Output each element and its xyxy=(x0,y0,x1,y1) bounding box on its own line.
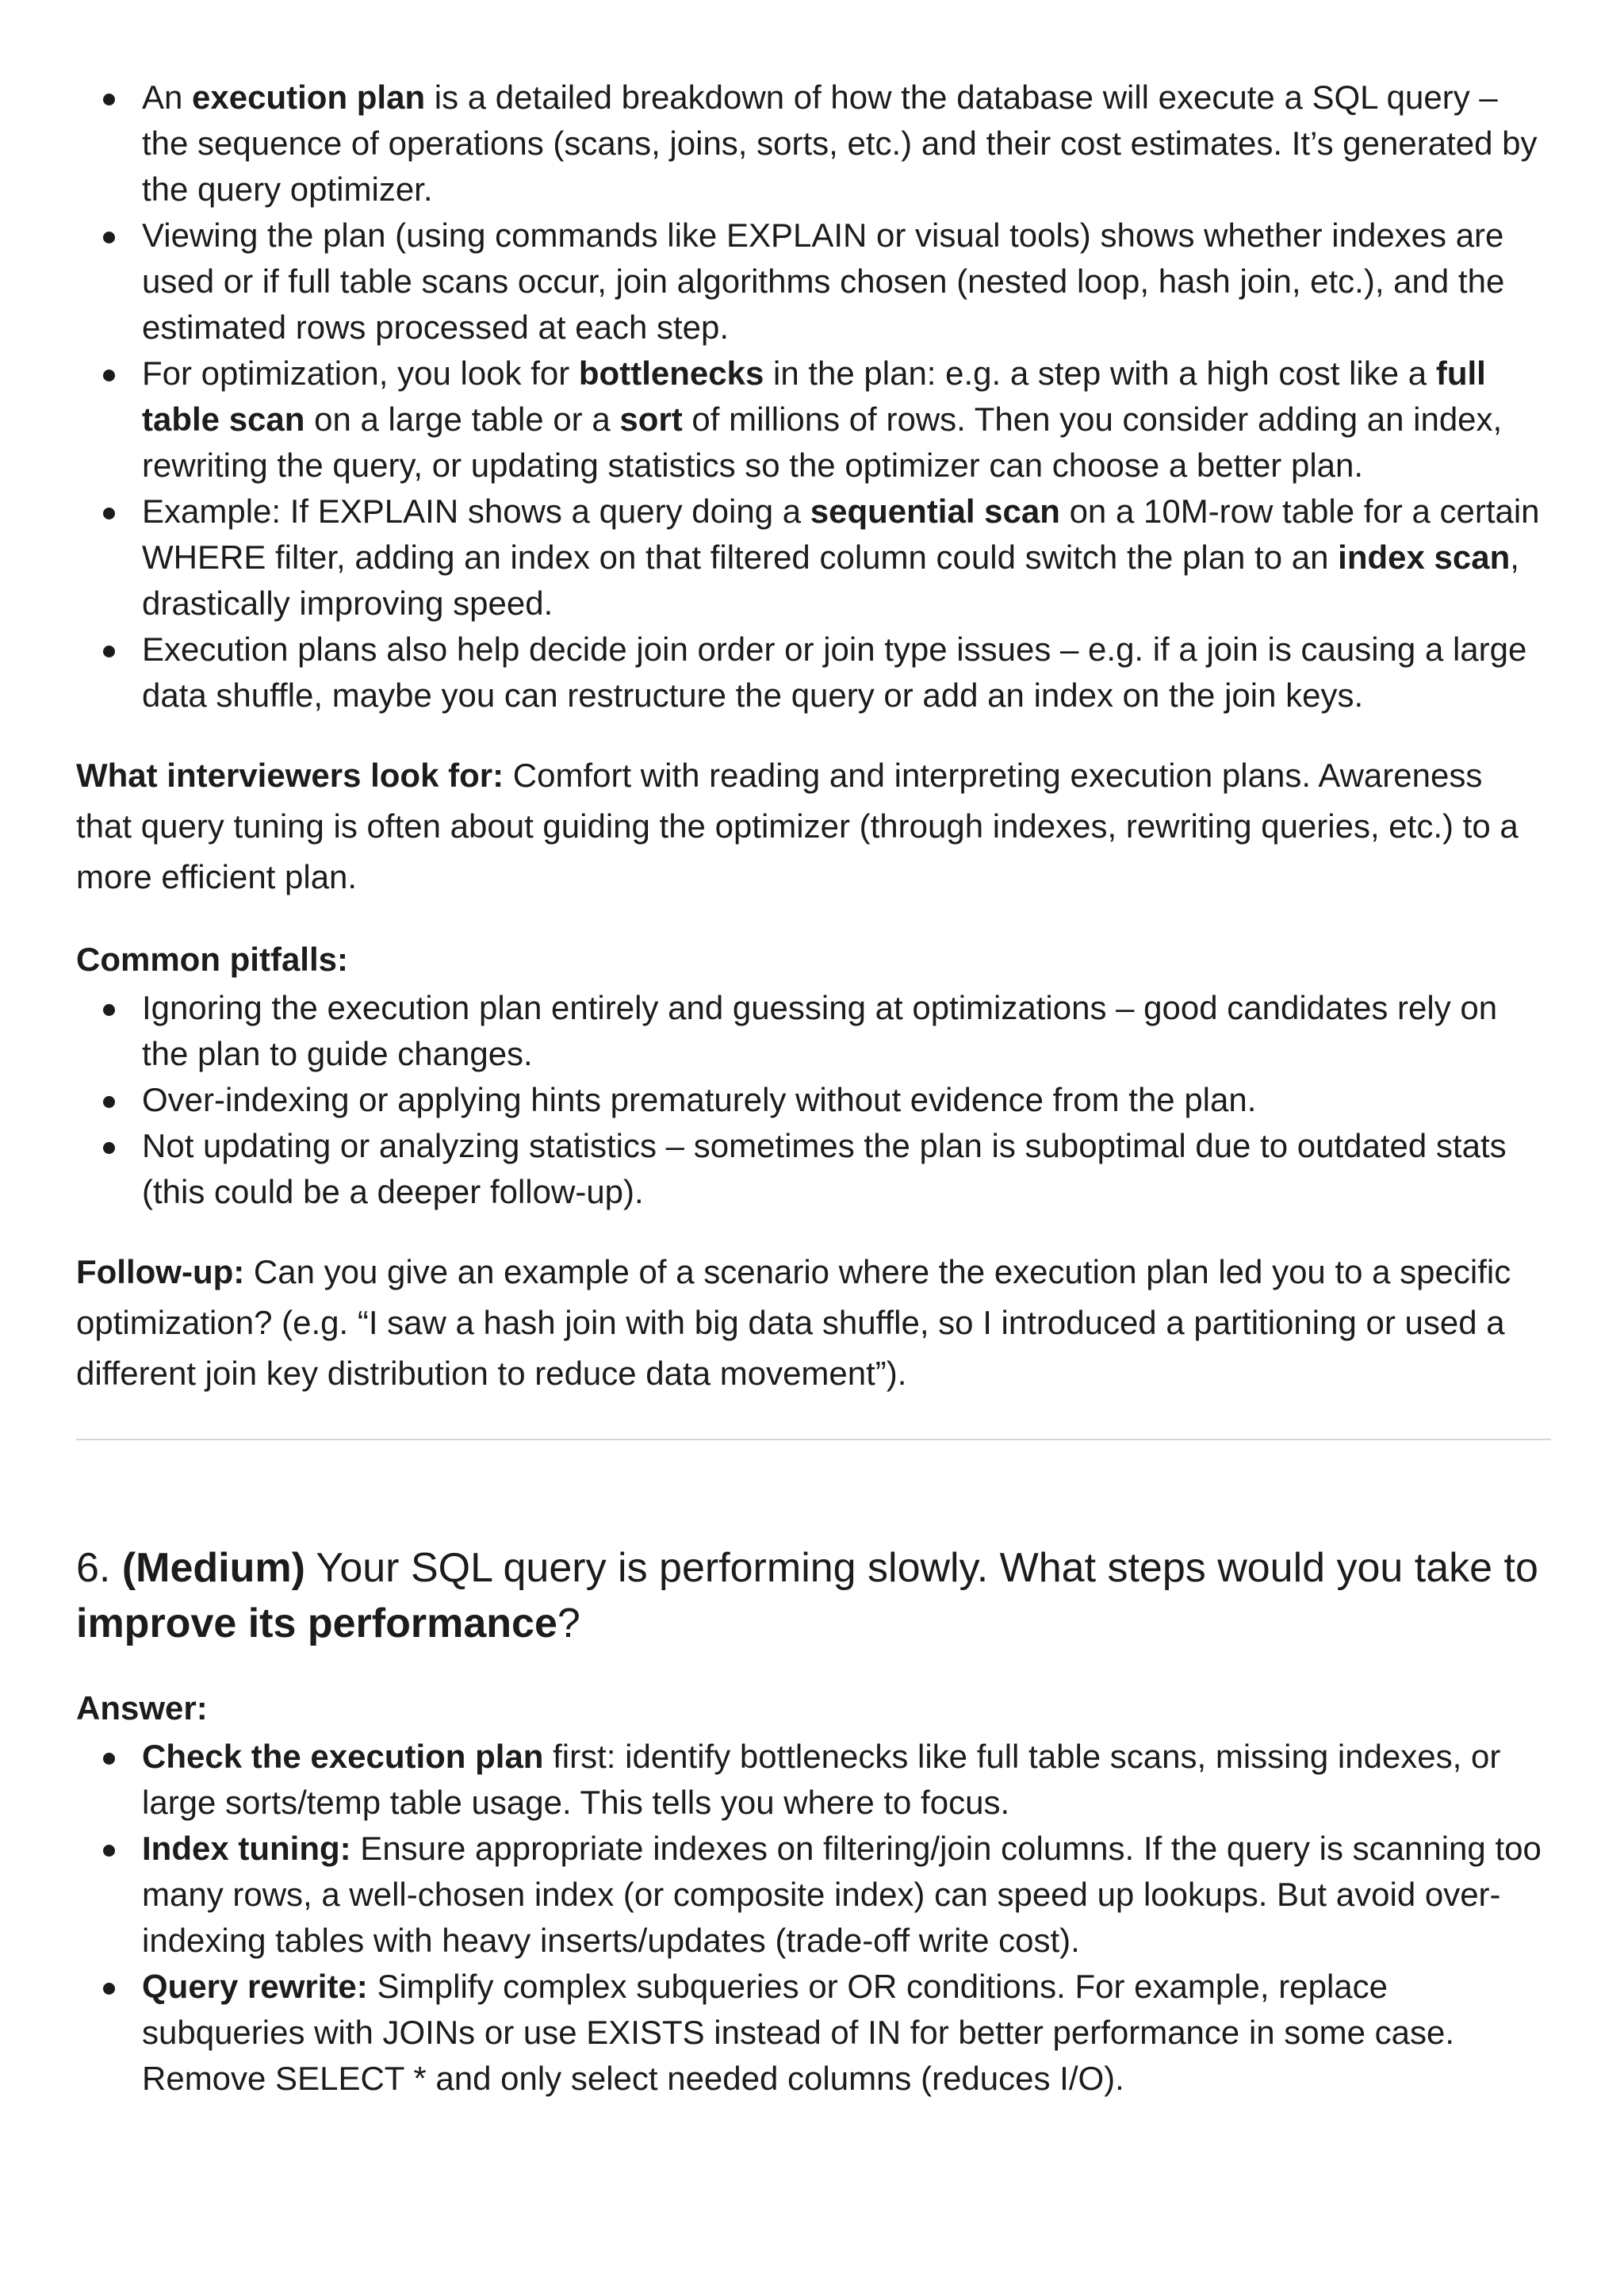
question-difficulty: (Medium) xyxy=(121,1545,305,1591)
list-item xyxy=(76,213,1545,351)
bold-term: Check the execution plan xyxy=(142,1738,544,1775)
list-item xyxy=(76,627,1545,719)
question-text: Your SQL query is performing slowly. What steps would you take to xyxy=(304,1545,1538,1591)
bold-term: Index tuning: xyxy=(142,1830,351,1867)
answer-label: Answer: xyxy=(76,1689,208,1727)
list-item: Not updating or analyzing statistics – sometimes the plan is suboptimal due to outdated stats (this could be a deeper follow-up). xyxy=(76,1123,1545,1215)
bullet-text: in the plan: e.g. a step with a high cost like a xyxy=(764,355,1436,392)
followup-text: Can you give an example of a scenario where the execution plan led you to a specific optimization? (e.g. “I saw a hash join with big data shuffle, so I introduced a partitioning or used a different join key distribution to reduce data movement”). xyxy=(76,1253,1511,1392)
bold-term: bottlenecks xyxy=(578,355,764,392)
section-divider xyxy=(76,1439,1551,1440)
list-item xyxy=(76,489,1545,627)
bold-term: sort xyxy=(619,401,683,438)
question-end: ? xyxy=(557,1600,580,1646)
list-item xyxy=(76,351,1545,489)
followup-label: Follow-up: xyxy=(76,1253,245,1290)
bold-term: index scan xyxy=(1338,539,1511,576)
bullet-text: of millions of rows. Then you consider adding an index, rewriting the query, or updating statistics so the optimizer can choose a better plan. xyxy=(142,401,1503,484)
bold-term: sequential scan xyxy=(810,493,1060,530)
bullet-text: Simplify complex subqueries or OR conditions. For example, replace subqueries with JOINs or use EXISTS instead of IN for better performance in some case. Remove SELECT * and only select needed columns (reduces I/O). xyxy=(142,1968,1455,2097)
list-item: Ignoring the execution plan entirely and guessing at optimizations – good candidates rely on the plan to guide changes. xyxy=(76,985,1545,1077)
bullet-text: first: identify bottlenecks like full table scans, missing indexes, or large sorts/temp table usage. This tells you where to focus. xyxy=(142,1738,1501,1821)
bullet-text: Ensure appropriate indexes on filtering/join columns. If the query is scanning too many rows, a well-chosen index (or composite index) can speed up lookups. But avoid over-indexing tables with heavy inserts/updates (trade-off write cost). xyxy=(142,1830,1542,1959)
bold-term: full table scan xyxy=(142,355,1486,438)
bullet-text: on a 10M-row table for a certain WHERE filter, adding an index on that filtered column could switch the plan to an xyxy=(142,493,1540,576)
question-number: 6. xyxy=(76,1545,122,1591)
bullet-text: For optimization, you look for xyxy=(142,355,579,392)
question-heading xyxy=(76,1540,1545,1651)
list-item xyxy=(76,1826,1545,1964)
bullet-text: Execution plans also help decide join order or join type issues – e.g. if a join is causing a large data shuffle, maybe you can restructure the query or add an index on the join keys. xyxy=(142,631,1527,714)
interviewers-text: Comfort with reading and interpreting execution plans. Awareness that query tuning is often about guiding the optimizer (through indexes, rewriting queries, etc.) to a more efficient plan. xyxy=(76,757,1519,895)
answer-bullet-list xyxy=(76,1734,1545,2102)
bold-term: Query rewrite: xyxy=(142,1968,368,2005)
common-pitfalls-heading xyxy=(76,934,1545,985)
pitfalls-label: Common pitfalls: xyxy=(76,941,348,978)
list-item: Over-indexing or applying hints prematurely without evidence from the plan. xyxy=(76,1077,1545,1123)
bullet-text: is a detailed breakdown of how the database will execute a SQL query – the sequence of operations (scans, joins, sorts, etc.) and their cost estimates. It’s generated by the query optimizer. xyxy=(142,79,1538,208)
pitfalls-bullet-list xyxy=(76,985,1545,1215)
bullet-text: on a large table or a xyxy=(304,401,620,438)
bullet-text: Example: If EXPLAIN shows a query doing a xyxy=(142,493,810,530)
interviewers-label: What interviewers look for: xyxy=(76,757,504,794)
bullet-text: Viewing the plan (using commands like EXPLAIN or visual tools) shows whether indexes are used or if full table scans occur, join algorithms chosen (nested loop, hash join, etc.), and the estimated rows processed at each step. xyxy=(142,217,1505,346)
bold-term: execution plan xyxy=(192,79,426,116)
bullet-text: , drastically improving speed. xyxy=(142,539,1519,622)
follow-up-paragraph xyxy=(76,1247,1545,1399)
interviewers-look-for-paragraph xyxy=(76,750,1545,903)
question-emphasis: improve its performance xyxy=(76,1600,557,1646)
bullet-text: An xyxy=(142,79,193,116)
list-item xyxy=(76,1964,1545,2102)
execution-plan-bullet-list xyxy=(76,75,1545,719)
answer-heading xyxy=(76,1683,1545,1734)
list-item xyxy=(76,1734,1545,1826)
list-item xyxy=(76,75,1545,213)
